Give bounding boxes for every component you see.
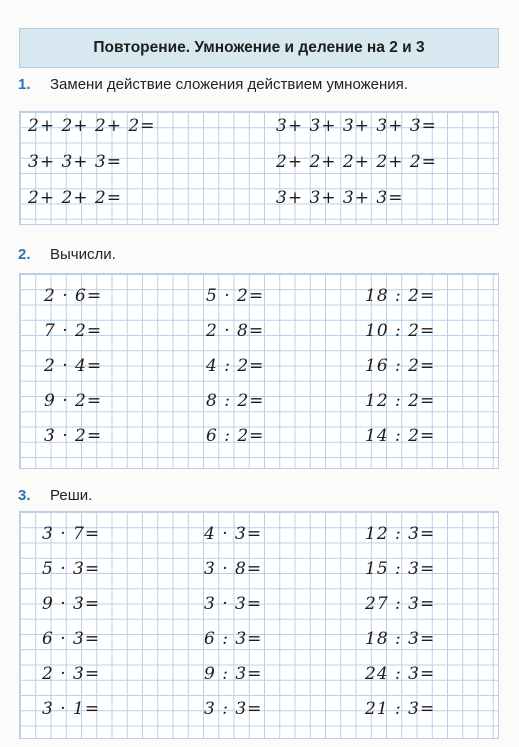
expression: 5 · 2=: [206, 286, 265, 306]
expression: 3+ 3+ 3+ 3=: [276, 188, 404, 208]
expression: 5 · 3=: [42, 559, 101, 579]
expression: 14 : 2=: [365, 426, 436, 446]
expression: 27 : 3=: [365, 594, 436, 614]
task-number: 3.: [18, 487, 31, 504]
expression: 2+ 2+ 2+ 2=: [28, 116, 156, 136]
expression: 6 : 2=: [206, 426, 265, 446]
task-instruction: Вычисли.: [50, 246, 116, 263]
task-number: 1.: [18, 76, 31, 93]
expression: 10 : 2=: [365, 321, 436, 341]
expression: 3+ 3+ 3=: [28, 152, 122, 172]
expression: 2 · 8=: [206, 321, 265, 341]
task-instruction: Реши.: [50, 487, 93, 504]
expression: 9 · 2=: [44, 391, 103, 411]
lesson-title-box: [19, 28, 499, 68]
expression: 15 : 3=: [365, 559, 436, 579]
task-2-grid: [19, 273, 499, 469]
expression: 3 : 3=: [204, 699, 263, 719]
task-3-grid: [19, 511, 499, 739]
expression: 2 · 4=: [44, 356, 103, 376]
expression: 2 · 6=: [44, 286, 103, 306]
expression: 6 · 3=: [42, 629, 101, 649]
expression: 3+ 3+ 3+ 3+ 3=: [276, 116, 437, 136]
expression: 3 · 8=: [204, 559, 263, 579]
expression: 3 · 2=: [44, 426, 103, 446]
expression: 9 · 3=: [42, 594, 101, 614]
expression: 3 · 7=: [42, 524, 101, 544]
task-instruction: Замени действие сложения действием умножения.: [50, 76, 408, 93]
expression: 4 · 3=: [204, 524, 263, 544]
expression: 4 : 2=: [206, 356, 265, 376]
expression: 3 · 1=: [42, 699, 101, 719]
expression: 6 : 3=: [204, 629, 263, 649]
expression: 2+ 2+ 2=: [28, 188, 122, 208]
task-1-header: [18, 76, 408, 93]
expression: 2 · 3=: [42, 664, 101, 684]
expression: 8 : 2=: [206, 391, 265, 411]
expression: 3 · 3=: [204, 594, 263, 614]
expression: 21 : 3=: [365, 699, 436, 719]
expression: 16 : 2=: [365, 356, 436, 376]
task-number: 2.: [18, 246, 31, 263]
expression: 12 : 2=: [365, 391, 436, 411]
expression: 24 : 3=: [365, 664, 436, 684]
expression: 7 · 2=: [44, 321, 103, 341]
task-2-header: [18, 246, 116, 263]
expression: 12 : 3=: [365, 524, 436, 544]
expression: 2+ 2+ 2+ 2+ 2=: [276, 152, 437, 172]
task-1-grid: [19, 111, 499, 225]
expression: 18 : 3=: [365, 629, 436, 649]
task-3-header: [18, 487, 92, 504]
expression: 9 : 3=: [204, 664, 263, 684]
expression: 18 : 2=: [365, 286, 436, 306]
lesson-title: Повторение. Умножение и деление на 2 и 3: [93, 39, 425, 56]
